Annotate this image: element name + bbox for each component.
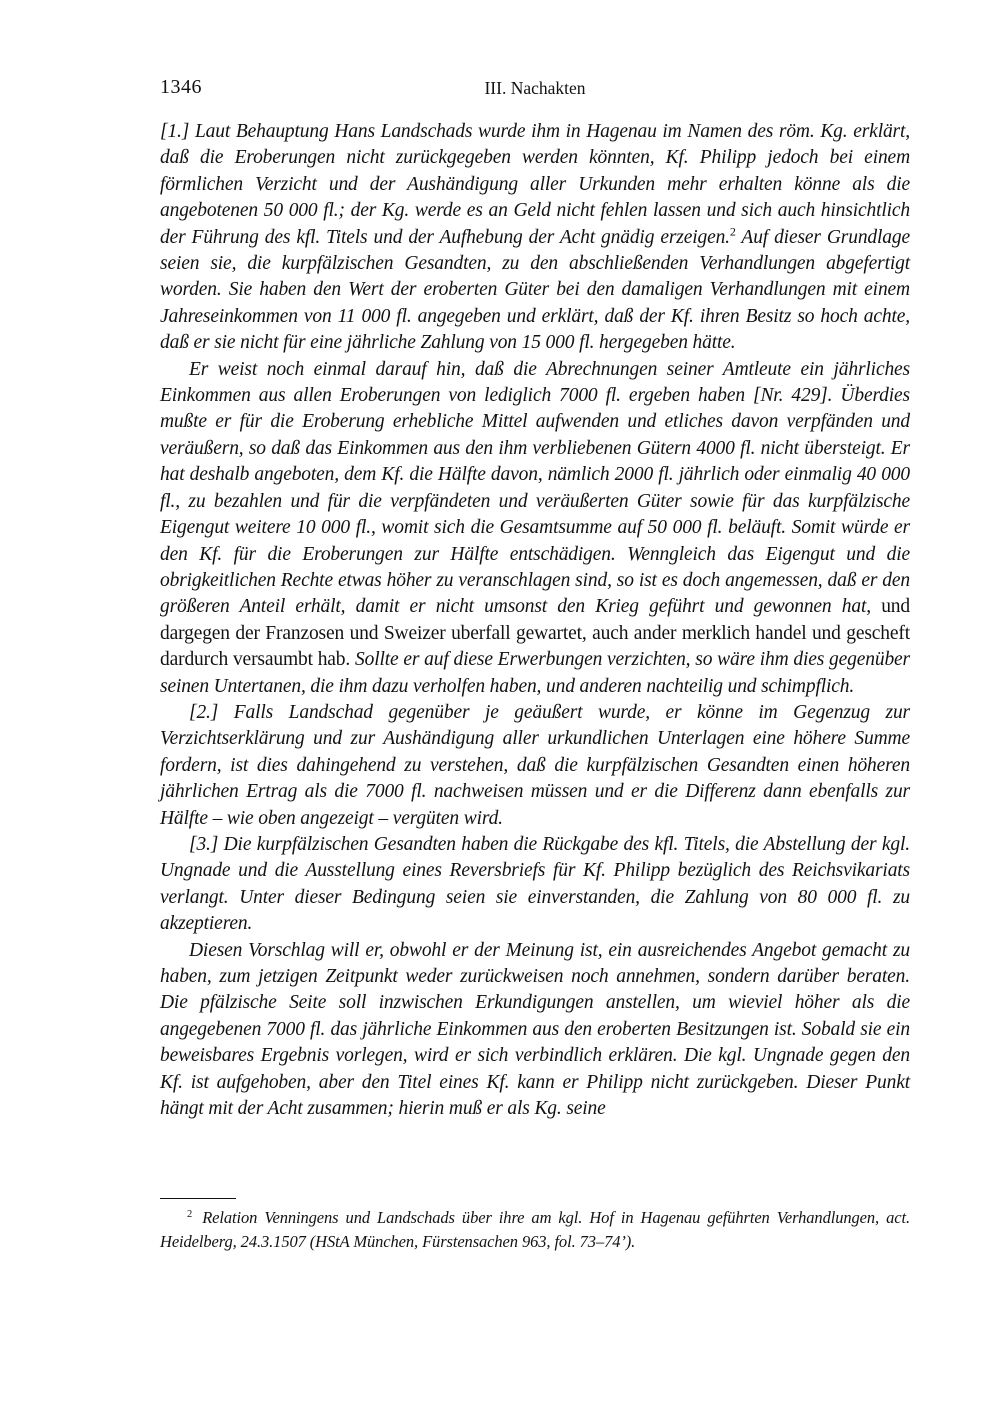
footnote-text [160, 1206, 910, 1253]
text-segment: [1.] Laut Behauptung Hans Landschads wurde ihm in Hagenau im Namen des röm. Kg. erklärt, daß die Eroberungen nicht zurückgegeben werden könnten, Kf. Philipp jedoch bei einem förmlichen Verzicht und der Aushändigung aller Urkunden mehr erhalten könne als die angebotenen 50 000 fl.; der Kg. werde es an Geld nicht fehlen lassen und sich auch hinsichtlich der Führung des kfl. Titels und der Aufhebung der Acht gnädig erzeigen. [160, 121, 910, 248]
text-segment: [3.] Die kurpfälzischen Gesandten haben die Rückgabe des kfl. Titels, die Abstellung der kgl. Ungnade und die Ausstellung eines Reversbriefs für Kf. Philipp bezüglich des Reichsvikariats verlangt. Unter dieser Bedingung seien sie einverstanden, die Zahlung von 80 000 fl. zu akzeptieren. [160, 833, 910, 935]
text-segment: Er weist noch einmal darauf hin, daß die Abrechnungen seiner Amtleute ein jährliches Einkommen aus allen Eroberungen von lediglich 7000 fl. ergeben haben [Nr. 429]. Überdies mußte er für die Eroberung erhebliche Mittel aufwenden und etliches davon verpfänden und veräußern, so daß das Einkommen aus den ihm verbliebenen Gütern 4000 fl. nicht übersteigt. Er hat deshalb angeboten, dem Kf. die Hälfte davon, nämlich 2000 fl. jährlich oder einmalig 40 000 fl., zu bezahlen und für die verpfändeten und veräußerten Güter sowie für das kurpfälzische Eigengut weitere 10 000 fl., womit sich die Gesamtsumme auf 50 000 fl. beläuft. Somit würde er den Kf. für die Eroberungen zur Hälfte entschädigen. Wenngleich das Eigengut und die obrigkeitlichen Rechte etwas höher zu veranschlagen sind, so ist es doch angemessen, daß er den größeren Anteil erhält, damit er nicht umsonst den Krieg geführt und gewonnen hat, [160, 358, 910, 618]
paragraph [160, 832, 910, 938]
text-segment: [2.] Falls Landschad gegenüber je geäußert wurde, er könne im Gegenzug zur Verzichtserklärung und zur Aushändigung aller urkundlichen Unterlagen eine höhere Summe fordern, ist dies dahingehend zu verstehen, daß die kurpfälzischen Gesandten einen höheren jährlichen Ertrag als die 7000 fl. nachweisen müssen und er die Differenz dann ebenfalls zur Hälfte – wie oben angezeigt – vergüten wird. [160, 701, 910, 829]
paragraph [160, 700, 910, 832]
text-segment: und dargegen der Franzosen und Sweizer uberfall gewartet, auch ander merklich handel und gescheft dardurch versaumbt hab. [160, 596, 910, 671]
body-paragraphs [160, 119, 910, 1122]
footnote-reference-mark: 2 [187, 1208, 193, 1220]
running-header: III. Nachakten [484, 78, 586, 98]
page-number: 1346 [160, 76, 202, 98]
text-segment: Auf dieser Grundlage seien sie, die kurpfälzischen Gesandten, zu den abschließenden Verhandlungen abgefertigt worden. Sie haben den Wert der eroberten Güter bei den damaligen Verhandlungen mit einem Jahreseinkommen von 11 000 fl. angegeben und erklärt, daß der Kf. ihren Besitz so hoch achte, daß er sie nicht für eine jährliche Zahlung von 15 000 fl. hergegeben hätte. [160, 226, 910, 354]
page-header [160, 76, 910, 102]
paragraph [160, 119, 910, 357]
footnote [160, 1198, 910, 1253]
footnote-reference-mark: 2 [729, 224, 736, 239]
text-segment: Sollte er auf diese Erwerbungen verzichten, so wäre ihm dies gegenüber seinen Untertanen, die ihm dazu verholfen haben, und anderen nachteilig und schimpflich. [160, 649, 910, 697]
footnote-separator-rule [160, 1198, 236, 1199]
paragraph [160, 938, 910, 1123]
paragraph [160, 357, 910, 700]
text-segment: Diesen Vorschlag will er, obwohl er der Meinung ist, ein ausreichendes Angebot gemacht zu haben, zum jetzigen Zeitpunkt weder zurückweisen noch annehmen, sondern darüber beraten. Die pfälzische Seite soll inzwischen Erkundigungen anstellen, um wieviel höher als die angegebenen 7000 fl. das jährliche Einkommen aus den eroberten Besitzungen ist. Sobald sie ein beweisbares Ergebnis vorlegen, wird er sich verbindlich erklären. Die kgl. Ungnade gegen den Kf. ist aufgehoben, aber den Titel eines Kf. kann er Philipp nicht zurückgeben. Dieser Punkt hängt mit der Acht zusammen; hierin muß er als Kg. seine [160, 939, 910, 1120]
text-segment: Relation Venningens und Landschads über ihre am kgl. Hof in Hagenau geführten Verhandlungen, act. Heidelberg, 24.3.1507 (HStA München, Fürstensachen 963, fol. 73–74’). [160, 1208, 910, 1251]
